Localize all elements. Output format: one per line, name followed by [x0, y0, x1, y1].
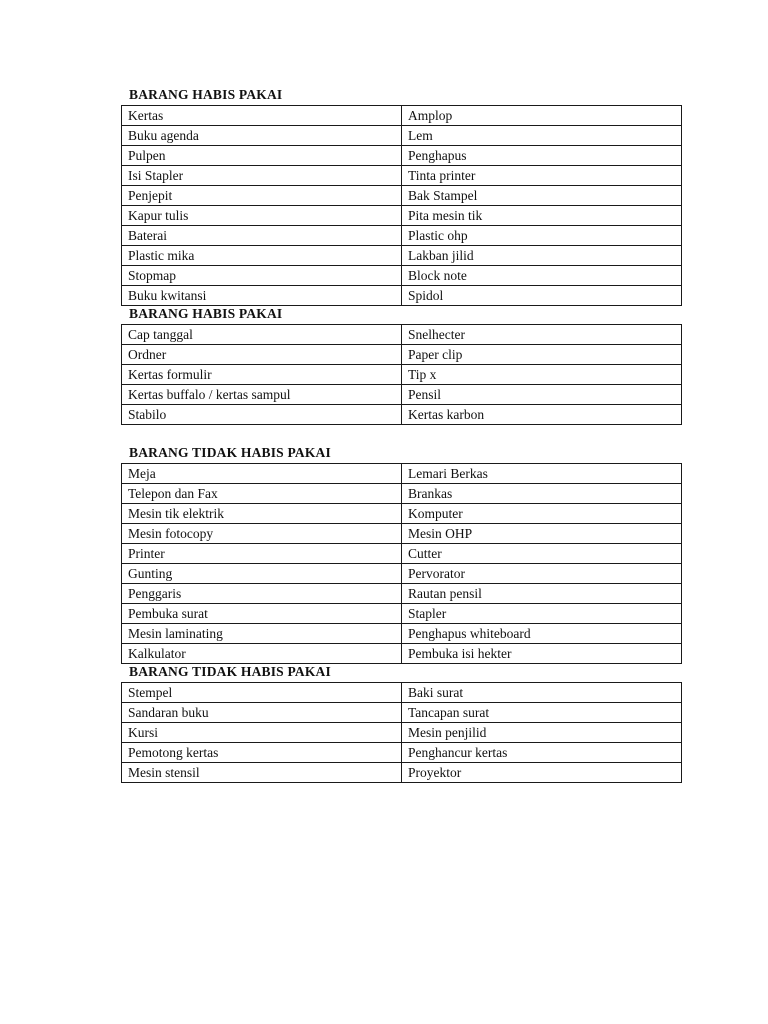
table-row: [122, 345, 682, 365]
item-cell-left: Penjepit: [122, 186, 402, 206]
section-heading: BARANG TIDAK HABIS PAKAI: [129, 445, 331, 460]
item-cell-right: Lem: [402, 126, 682, 146]
item-cell-right: Spidol: [402, 286, 682, 306]
item-cell-left: Cap tanggal: [122, 325, 402, 345]
item-cell-right: Lakban jilid: [402, 246, 682, 266]
item-cell-right: Bak Stampel: [402, 186, 682, 206]
item-cell-left: Stempel: [122, 683, 402, 703]
table-row: [122, 385, 682, 405]
table-row: [122, 723, 682, 743]
table-row: [122, 106, 682, 126]
item-cell-right: Amplop: [402, 106, 682, 126]
item-cell-right: Rautan pensil: [402, 584, 682, 604]
table-row: [122, 683, 682, 703]
table-row: [122, 126, 682, 146]
item-cell-right: Baki surat: [402, 683, 682, 703]
table-row: [122, 484, 682, 504]
item-cell-right: Block note: [402, 266, 682, 286]
item-cell-left: Kertas: [122, 106, 402, 126]
item-cell-right: Pervorator: [402, 564, 682, 584]
item-cell-right: Cutter: [402, 544, 682, 564]
table-row: [122, 226, 682, 246]
item-cell-right: Pita mesin tik: [402, 206, 682, 226]
item-cell-right: Penghancur kertas: [402, 743, 682, 763]
item-cell-left: Gunting: [122, 564, 402, 584]
item-cell-left: Printer: [122, 544, 402, 564]
item-cell-right: Stapler: [402, 604, 682, 624]
item-cell-right: Mesin OHP: [402, 524, 682, 544]
table-row: [122, 325, 682, 345]
item-cell-right: Tip x: [402, 365, 682, 385]
table-row: [122, 286, 682, 306]
item-cell-left: Mesin laminating: [122, 624, 402, 644]
table-row: [122, 405, 682, 425]
table-row: [122, 544, 682, 564]
item-cell-right: Snelhecter: [402, 325, 682, 345]
table-row: [122, 564, 682, 584]
table-row: [122, 524, 682, 544]
item-cell-right: Proyektor: [402, 763, 682, 783]
table-row: [122, 763, 682, 783]
item-cell-right: Brankas: [402, 484, 682, 504]
item-cell-left: Pulpen: [122, 146, 402, 166]
item-cell-right: Tinta printer: [402, 166, 682, 186]
item-cell-right: Pensil: [402, 385, 682, 405]
item-cell-left: Pemotong kertas: [122, 743, 402, 763]
item-table: [121, 105, 682, 306]
item-cell-left: Baterai: [122, 226, 402, 246]
item-cell-left: Kursi: [122, 723, 402, 743]
item-cell-right: Penghapus whiteboard: [402, 624, 682, 644]
item-cell-left: Meja: [122, 464, 402, 484]
table-row: [122, 644, 682, 664]
item-cell-left: Plastic mika: [122, 246, 402, 266]
table-row: [122, 365, 682, 385]
table-row: [122, 504, 682, 524]
table-row: [122, 743, 682, 763]
item-cell-left: Mesin tik elektrik: [122, 504, 402, 524]
table-row: [122, 246, 682, 266]
item-cell-left: Mesin fotocopy: [122, 524, 402, 544]
item-table: [121, 463, 682, 664]
item-cell-left: Kapur tulis: [122, 206, 402, 226]
table-row: [122, 584, 682, 604]
table-row: [122, 186, 682, 206]
table-row: [122, 464, 682, 484]
item-cell-right: Penghapus: [402, 146, 682, 166]
item-cell-left: Sandaran buku: [122, 703, 402, 723]
item-cell-left: Buku kwitansi: [122, 286, 402, 306]
item-cell-right: Paper clip: [402, 345, 682, 365]
table-row: [122, 624, 682, 644]
table-row: [122, 266, 682, 286]
item-cell-left: Isi Stapler: [122, 166, 402, 186]
table-row: [122, 206, 682, 226]
item-cell-left: Buku agenda: [122, 126, 402, 146]
item-cell-left: Penggaris: [122, 584, 402, 604]
item-table: [121, 324, 682, 425]
table-row: [122, 166, 682, 186]
section-heading: BARANG HABIS PAKAI: [129, 306, 283, 321]
item-cell-left: Mesin stensil: [122, 763, 402, 783]
item-cell-right: Kertas karbon: [402, 405, 682, 425]
item-cell-right: Mesin penjilid: [402, 723, 682, 743]
item-cell-left: Pembuka surat: [122, 604, 402, 624]
item-cell-right: Lemari Berkas: [402, 464, 682, 484]
table-row: [122, 703, 682, 723]
item-cell-right: Plastic ohp: [402, 226, 682, 246]
table-row: [122, 604, 682, 624]
item-cell-right: Komputer: [402, 504, 682, 524]
item-cell-left: Telepon dan Fax: [122, 484, 402, 504]
section-heading: BARANG HABIS PAKAI: [129, 87, 283, 102]
item-cell-left: Stabilo: [122, 405, 402, 425]
table-row: [122, 146, 682, 166]
item-cell-right: Tancapan surat: [402, 703, 682, 723]
item-cell-left: Stopmap: [122, 266, 402, 286]
item-cell-left: Kertas formulir: [122, 365, 402, 385]
item-table: [121, 682, 682, 783]
item-cell-right: Pembuka isi hekter: [402, 644, 682, 664]
item-cell-left: Kertas buffalo / kertas sampul: [122, 385, 402, 405]
section-heading: BARANG TIDAK HABIS PAKAI: [129, 664, 331, 679]
item-cell-left: Ordner: [122, 345, 402, 365]
item-cell-left: Kalkulator: [122, 644, 402, 664]
